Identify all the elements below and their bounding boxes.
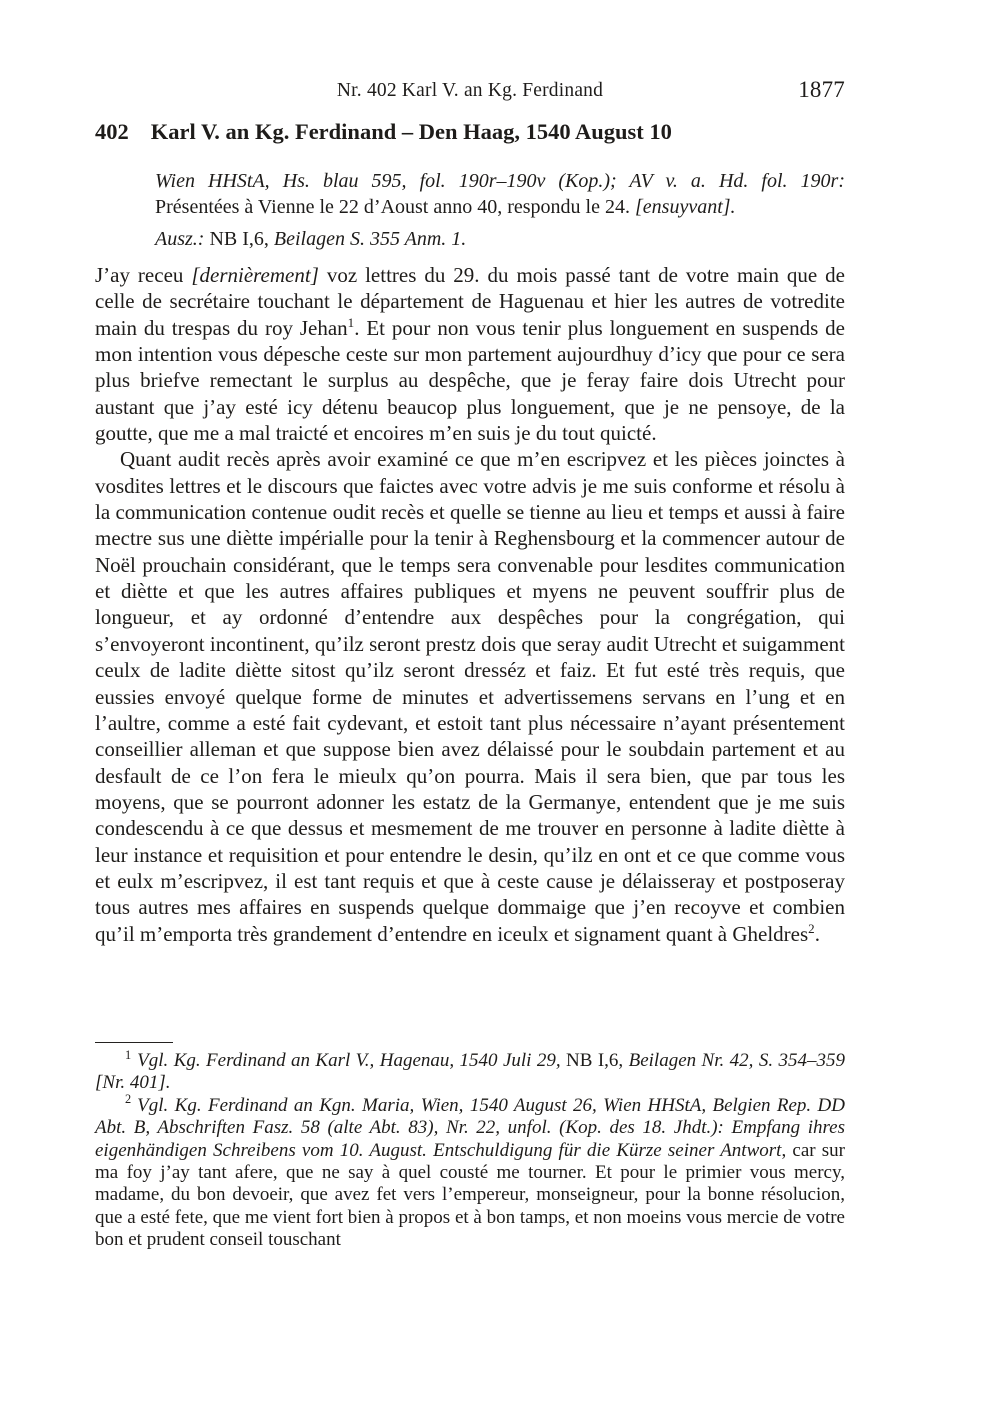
provenance-block — [155, 168, 845, 252]
paragraph-1 — [95, 262, 845, 446]
footnote-1-italic: Vgl. Kg. Ferdinand an Karl V., Hagenau, 1540 Juli 29, — [137, 1050, 567, 1071]
footnote-2 — [95, 1092, 845, 1252]
footnote-separator-rule — [95, 1042, 173, 1043]
archive-reference-text: Wien HHStA, Hs. blau 595, fol. 190r–190v (Kop.); AV v. a. Hd. fol. 190r: — [155, 170, 845, 192]
footnote-2-marker: 2 — [125, 1092, 132, 1107]
p1-editorial-insertion: [dernièrement] — [191, 263, 319, 287]
page-number: 1877 — [798, 77, 845, 102]
p2-text: . — [814, 921, 820, 946]
presentation-note-roman: Présentées à Vienne le 22 d’Aoust anno 40, respondu le 24. — [155, 196, 635, 218]
entry-title: Karl V. an Kg. Ferdinand – Den Haag, 1540 August 10 — [150, 119, 672, 144]
paragraph-2 — [95, 446, 845, 947]
footnote-1 — [95, 1047, 845, 1095]
p1-text: J’ay receu — [95, 263, 192, 287]
archive-reference — [155, 168, 845, 194]
footnote-1-roman: NB I,6, — [566, 1050, 629, 1071]
auszug-ref-roman: NB I,6, — [204, 228, 274, 250]
auszug-ref-italic: Beilagen S. 355 Anm. 1. — [273, 228, 467, 250]
presentation-note — [155, 194, 845, 220]
running-header — [95, 77, 845, 102]
auszug-label: Ausz.: — [155, 228, 205, 250]
footnote-2-italic: Vgl. Kg. Ferdinand an Kgn. Maria, Wien, 1540 August 26, Wien HHStA, Belgien Rep. DD Abt. B, Abschriften Fasz. 58 (alte Abt. 83), Nr. 22, unfol. (Kop. des 18. Jhdt.): Empfang ihres eigenhändigen Schreibens vom 10. August. Entschuldigung für die Kürze seiner Antwort — [95, 1094, 845, 1161]
p1-text: . Et pour non vous tenir plus longuement en suspends de mon intention vous dépesche ceste sur mon partement aujourdhuy d’icy que pour ce sera plus briefve remectant le surplus au despêche, que je feray faire dois Utrecht pour austant que j’ay esté icy détenu beaucop plus longuement, que je ne pensoye, de la goutte, que me a mal traicté et encoires m’en suis je du tout quicté. — [95, 315, 845, 446]
footnotes-section — [95, 1042, 845, 1252]
entry-heading — [95, 119, 845, 145]
footnote-2-roman: , car sur ma foy j’ay tant afere, que ne say à quel cousté me tourner. Et pour le primier vous mercy, madame, du bon devoeir, que avez fet vers l’empereur, monseigneur, pour la bonne résolucion, que a esté fete, que me vient fort bien à propos et à bon tamps, et non moeins vous mercie de votre bon et prudent conseil touschant — [95, 1139, 845, 1251]
entry-number: 402 — [95, 119, 129, 144]
footnote-ref-2: 2 — [808, 920, 815, 936]
p1-text: voz lettres du 29. du mois passé tant de votre main que de celle de secrétaire touchant le département de Haguenau et hier les autres de votredite main du trespas du roy Jehan — [95, 263, 845, 340]
running-header-title: Nr. 402 Karl V. an Kg. Ferdinand — [336, 80, 604, 101]
footnote-1-marker: 1 — [125, 1047, 132, 1062]
auszug-reference — [155, 226, 845, 252]
presentation-note-italic: [ensuyvant]. — [635, 196, 736, 218]
p2-text: Quant audit recès après avoir examiné ce que m’en escripvez et les pièces joinctes à vosdites lettres et le discours que faictes avec votre advis je me suis conforme et résolu à la communication contenue oudit recès et quelle se tienne au lieu et temps et aussi à faire mectre sus une diètte impérialle pour la tenir à Reghensbourg et la commencer autour de Noël prouchain considérant, que le temps sera convenable pour lesdites communication et diètte et que les autres affaires publiques et myens ne peuvent souffrir plus de longueur, et ay ordonné d’entendre aux despêches pour la congrégation, qui s’envoyeront incontinent, qu’ilz seront prestz dois que seray audit Utrecht et suigamment ceulx de ladite diètte sitost qu’ilz seront dresséz et faiz. Et fut esté très requis, que eussies envoyé quelque forme de minutes et advertissemens servans en l’ung et en l’aultre, comme a esté fait cydevant, et estoit tant plus nécessaire n’ayant présentement conseillier alleman et que suppose bien avez délaissé pour le soubdain partement et au desfault de ce l’on fera le mieulx qu’on pourra. Mais il sera bien, que par tous les moyens, que se pourront adonner les estatz de la Germanye, entendent que je me suis condescendu à ce que dessus et mesmement de me trouver en personne à ladite diètte à leur instance et requisition et pour entendre le desin, qu’ilz en ont et ce que comme vous et eulx m’escripvez, il est tant requis et que à ceste cause je délaisseray et postposeray tous autres mes affaires en suspends quelque dommaige que j’en recoyve et combien qu’il m’emporta très grandement d’entendre en iceulx et signament quant à Gheldres — [95, 447, 845, 946]
footnote-ref-1: 1 — [347, 314, 355, 330]
footnote-1-italic: Beilagen Nr. 42, S. 354–359 [Nr. 401]. — [95, 1050, 845, 1094]
letter-body — [95, 262, 845, 947]
